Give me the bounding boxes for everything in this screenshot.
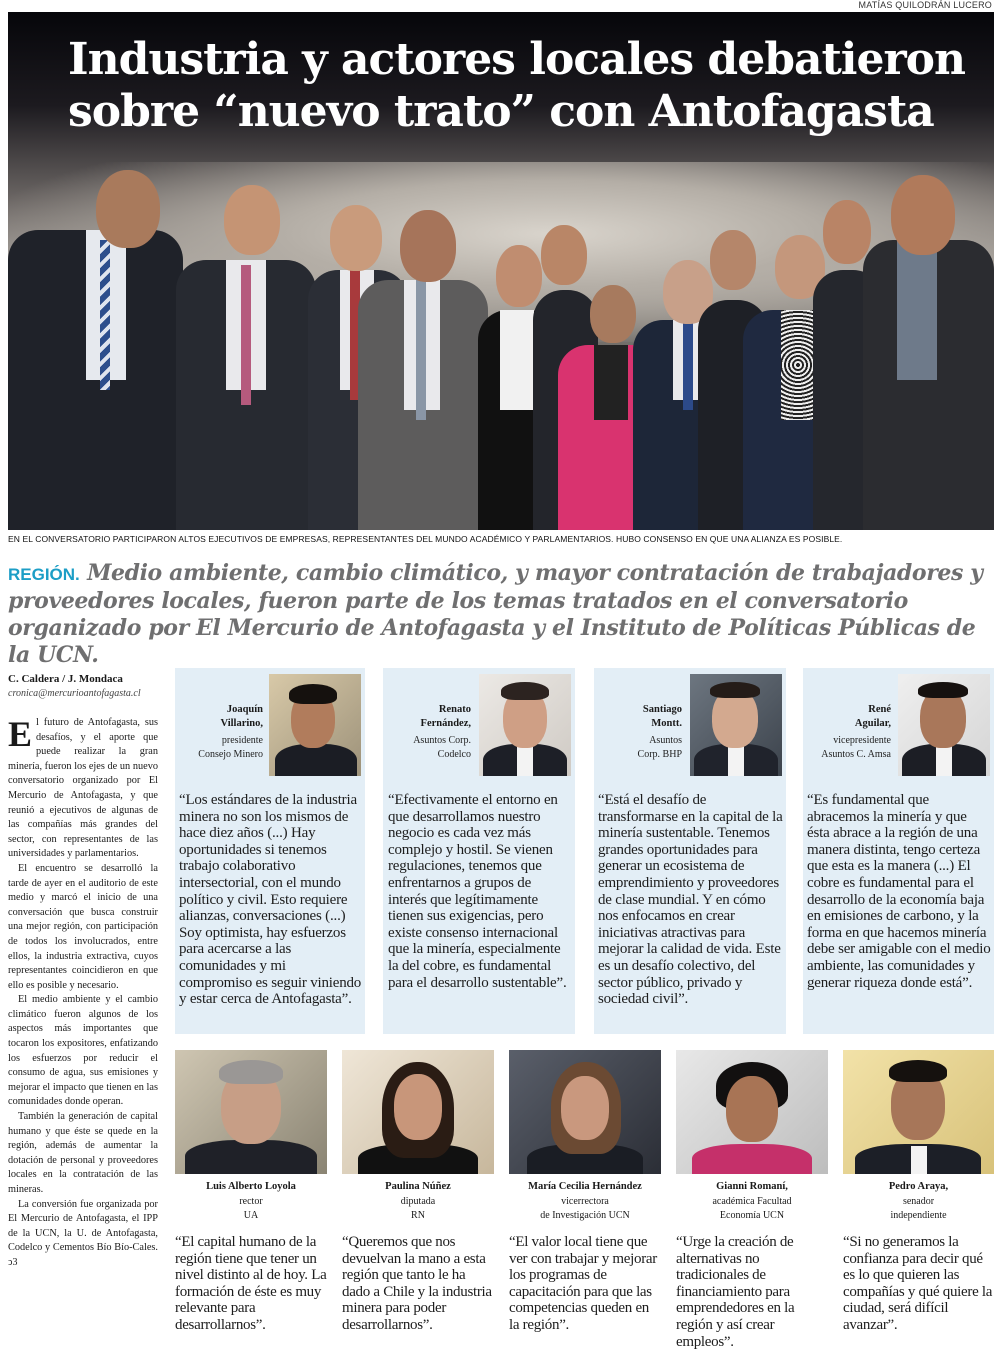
speaker-role: académica Facultad Economía UCN — [712, 1196, 792, 1221]
quote-card — [843, 1050, 994, 1350]
lead-photo — [8, 12, 994, 530]
end-mark: ↄ3 — [8, 1256, 18, 1268]
photo-person — [176, 185, 316, 530]
deck — [8, 560, 993, 669]
speaker-role: vicepresidente Asuntos C. Amsa — [821, 735, 891, 760]
quote-card — [175, 1050, 327, 1350]
quote-text: “El capital humano de la región tiene que tener un nivel distinto al de hoy. La formación de éste es muy relevante para desarrollarnos”. — [175, 1234, 327, 1333]
quote-card — [594, 668, 786, 1034]
article-paragraph: El encuentro se desarrolló la tarde de ayer en el auditorio de este medio y marcó el inicio de una conversación que busca construir una mejor región, con participación de todos los involucrados, entre ellos, la industria extractiva, cuyos representantes coincidieron en que ello es posible y necesario. — [8, 862, 158, 991]
speaker-name: Joaquín Villarino, — [220, 704, 263, 729]
quote-card — [803, 668, 994, 1034]
speaker-name: Renato Fernández, — [420, 704, 471, 729]
speaker-name: Santiago Montt. — [642, 704, 682, 729]
speaker-role: Asuntos Corp. Codelco — [413, 735, 471, 760]
speaker-name: Gianni Romaní, — [716, 1181, 788, 1192]
speaker-role: vicerrectora de Investigación UCN — [540, 1196, 630, 1221]
speaker-role: diputada RN — [400, 1196, 436, 1221]
speaker-name: René Aguilar, — [854, 704, 891, 729]
article-paragraph: También la generación de capital humano y que éste se quede en la región, además de aumentar la dotación de personal y proveedores locales en la contratación de las mineras. — [8, 1111, 158, 1195]
speaker-portrait — [269, 674, 361, 776]
speaker-role: presidente Consejo Minero — [198, 735, 263, 760]
speaker-portrait — [479, 674, 571, 776]
speaker-portrait — [843, 1050, 994, 1174]
quote-text: “El valor local tiene que ver con trabajar y mejorar los programas de capacitación para que las competencias queden en la región”. — [509, 1234, 657, 1333]
speaker-role: senador independiente — [890, 1196, 947, 1221]
drop-cap: E — [8, 714, 33, 754]
quote-text: “Es fundamental que abracemos la minería y que ésta abrace a la región de una manera distinta, tengo certeza que esta es la manera (...) El cobre es fundamental para el desarrollo de la economía baja en emisiones de carbono, y la forma en que hacemos minería debe ser amigable con el medio ambiente, las comunidades y generar riqueza donde está”. — [807, 792, 991, 991]
article-paragraph: El medio ambiente y el cambio climático fueron algunos de los aspectos más importantes que tocaron los expositores, enfatizando los esfuerzos por reducir el consumo de agua, sus emisiones y mejorar el impacto que tienen en las comunidades donde operan. — [8, 994, 158, 1108]
photo-person — [8, 170, 183, 530]
article-paragraph: La conversión fue organizada por El Mercurio de Antofagasta, el IPP de la UCN, la U. de Antofagasta, Codelco y Cementos Bío Bío-Cales. ↄ3 — [8, 1198, 158, 1268]
speaker-name: Luis Alberto Loyola — [206, 1181, 296, 1192]
quote-text: “Urge la creación de alternativas no tradicionales de financiamiento para emprendedores en la región y así crear empleos”. — [676, 1234, 795, 1350]
quote-card — [383, 668, 575, 1034]
byline: C. Caldera / J. Mondaca — [8, 673, 123, 685]
quote-text: “Queremos que nos devuelvan la mano a esta región que tanto le ha dado a Chile y la industria minera para poder desarrollarnos”. — [342, 1234, 492, 1333]
author-email[interactable]: cronica@mercurioantofagasta.cl — [8, 688, 141, 699]
photo-person — [358, 210, 488, 530]
quote-text: “Si no generamos la confianza para decir qué es lo que quieren las compañías y qué quiere la ciudad, será difícil avanzar”. — [843, 1234, 993, 1333]
headline-line-2: sobre “nuevo trato” con Antofagasta — [68, 86, 934, 137]
photo-credit: MATÍAS QUILODRÁN LUCERO — [858, 0, 992, 10]
speaker-name: Pedro Araya, — [888, 1181, 949, 1192]
headline — [68, 34, 968, 138]
speaker-role: rector UA — [239, 1196, 263, 1221]
quote-text: “Está el desafío de transformarse en la capital de la minería sustentable. Tenemos grandes oportunidades para generar un ecosistema de emprendimiento y proveedores de clase mundial. Y en cómo nos enfocamos en crear iniciativas atractivas para mejorar la calidad de vida. Este es un desafío colectivo, del sector público, privado y sociedad civil”. — [598, 792, 783, 1008]
quote-card — [342, 1050, 494, 1350]
speaker-portrait — [509, 1050, 661, 1174]
section-kicker: REGIÓN. — [8, 565, 80, 584]
headline-line-1: Industria y actores locales debatieron — [68, 34, 966, 85]
speaker-name: María Cecilia Hernández — [528, 1181, 642, 1192]
photo-person — [863, 175, 994, 530]
photo-caption: EN EL CONVERSATORIO PARTICIPARON ALTOS EJECUTIVOS DE EMPRESAS, REPRESENTANTES DEL MUNDO ACADÉMICO Y PARLAMENTARIOS. HUBO CONSENSO EN QUE UNA ALIANZA ES POSIBLE. — [8, 534, 843, 544]
speaker-role: Asuntos Corp. BHP — [637, 735, 682, 760]
quote-card — [676, 1050, 828, 1350]
speaker-portrait — [342, 1050, 494, 1174]
speaker-portrait — [898, 674, 990, 776]
article-paragraph: El futuro de Antofagasta, sus desafíos, y el aporte que puede realizar la gran minería, fueron los ejes de un nuevo conversatorio organizado por El Mercurio de Antofagasta, y que reunió a ejecutivos de algunas de las compañías más grandes del sector, con representantes de las universidades y parlamentarios. — [8, 714, 158, 860]
quote-card — [175, 668, 365, 1034]
deck-text: Medio ambiente, cambio climático, y mayor contratación de trabajadores y proveedores locales, fueron parte de los temas tratados en el conversatorio organizado por El Mercurio de Antofagasta y el Instituto de Políticas Públicas de la UCN. — [8, 560, 983, 668]
quote-card — [509, 1050, 661, 1350]
speaker-portrait — [690, 674, 782, 776]
article-body — [8, 716, 158, 1271]
quote-text: “Los estándares de la industria minera no son los mismos de hace diez años (...) Hay oportunidades si tenemos trabajo colaborativo intersectorial, con el mundo político y civil. Esto requiere alianzas, conversaciones (...) Soy optimista, hay esfuerzos para acercarse a las comunidades y mi compromiso es seguir viniendo y estar cerca de Antofagasta”. — [179, 792, 362, 1008]
quote-text: “Efectivamente el entorno en que desarrollamos nuestro negocio es cada vez más complejo y hostil. Se vienen regulaciones, tenemos que enfrentarnos a grupos de interés que legítimamente tienen sus exigencias, pero existe consenso internacional que la minería, especialmente la del cobre, es fundamental para el desarrollo sustentable”. — [388, 792, 567, 991]
speaker-portrait — [175, 1050, 327, 1174]
speaker-portrait — [676, 1050, 828, 1174]
speaker-name: Paulina Núñez — [385, 1181, 451, 1192]
